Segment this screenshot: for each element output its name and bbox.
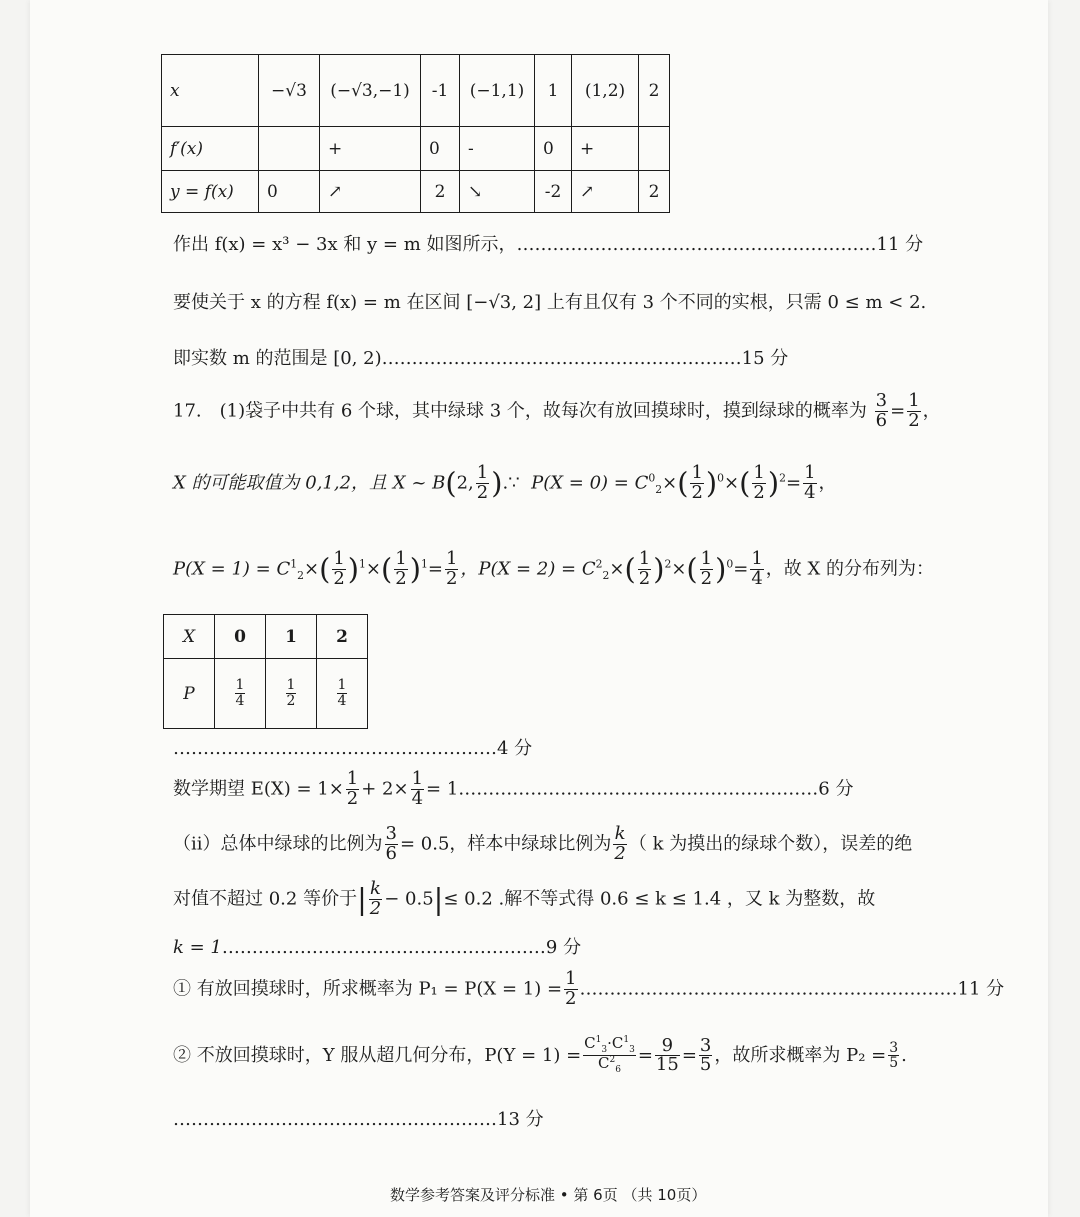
case-1-line: ① 有放回摸球时，所求概率为 P₁ = P(X = 1) = $\frac{1}{2}$ ………………………………………………………11 分 [173,968,1005,1009]
q17-probability-line: 17. (1)袋子中共有 6 个球，其中绿球 3 个，故每次有放回摸球时，摸到绿球的概率为 $\frac{3}{6}$ = $\frac{1}{2}$ ， [173,390,941,431]
cell-y-5: ↗ [572,171,639,213]
score-9: 9 分 [545,937,582,958]
dist-p-0: $\frac{1}{4}$ [215,659,266,729]
cell-fprime-6 [639,127,670,171]
cell-fprime-4: 0 [535,127,572,171]
cell-y-3: ↘ [460,171,535,213]
dist-header-1: 1 [266,615,317,659]
ii-text-a: （ii）总体中绿球的比例为 [173,833,383,855]
cell-fprime-label: f′(x) [162,127,259,171]
q17-px-line: $P(X = 1) = C^1_2\times$( $\frac{1}{2}$ )$^1$×( $\frac{1}{2}$ )$^1$= $\frac{1}{2}$ ，$P(X = 2) = C^2_2\times$( $\frac{1}{2}$ )$^2$×( $\frac{1}{2}$ )$^0$= $\frac{1}{4}$ ，故 X 的分布列为： [173,548,935,589]
expect-mid: + 2× [361,778,409,800]
q17-text-c: P(X = 0) = C [531,472,649,494]
fraction-1-2: $\frac{1}{2}$ [908,390,920,431]
q17-text-e: ，P(X = 2) = C [460,558,596,580]
cell-fprime-5: + [572,127,639,171]
monotonicity-table [161,54,670,213]
cell-col-5: (1,2) [572,55,639,127]
cell-fprime-1: + [320,127,421,171]
distribution-table [163,614,368,729]
cell-y-0: 0 [259,171,320,213]
dist-header-2: 2 [317,615,368,659]
cell-y-2: 2 [421,171,460,213]
fraction-3-6: $\frac{3}{6}$ [875,390,888,431]
cell-fprime-3: - [460,127,535,171]
score-line-13: ………………………………………………13 分 [173,1109,544,1130]
expect-label: 数学期望 E(X) = 1× [173,778,344,800]
ii-text-b: = 0.5，样本中绿球比例为 [399,833,612,855]
cell-col-3: (−1,1) [460,55,535,127]
q17-text-b: X 的可能取值为 0,1,2，且 X ~ B [173,472,446,494]
part-ii-line-1: （ii）总体中绿球的比例为 $\frac{3}{6}$ = 0.5，样本中绿球比例为 $\frac{k}{2}$ （ k 为摸出的绿球个数），误差的绝 [173,823,913,864]
line-condition: 要使关于 x 的方程 f(x) = m 在区间 [−√3, 2] 上有且仅有 3 个不同的实根，只需 0 ≤ m < 2. [173,292,927,313]
page-footer: 数学参考答案及评分标准 • 第 6页 （共 10页） [390,1186,707,1204]
dist-row-label: P [164,659,215,729]
score-11b: 11 分 [957,978,1005,1000]
cell-y-label: y = f(x) [162,171,259,213]
score-6: 6 分 [818,778,854,800]
ii-text-c: （ k 为摸出的绿球个数），误差的绝 [628,833,913,855]
case2-text: ② 不放回摸球时，Y 服从超几何分布，P(Y = 1) = [173,1044,582,1066]
cell-col-4: 1 [535,55,572,127]
cell-fprime-2: 0 [421,127,460,171]
score-15: 15 分 [741,348,789,369]
case-2-line: ② 不放回摸球时，Y 服从超几何分布，P(Y = 1) = $\frac{C^1_3\cdot C^1_3}{C^2_6}$ = $\frac{9}{15}$ = $\frac{3}{5}$ ，故所求概率为 P₂ = $\frac{3}{5}$ . [173,1034,907,1076]
part-ii-line-2: 对值不超过 0.2 等价于| $\frac{k}{2}$ − 0.5|≤ 0.2 .解不等式得 0.6 ≤ k ≤ 1.4 ，又 k 为整数，故 [173,878,876,919]
q17-text-a: 17. (1)袋子中共有 6 个球，其中绿球 3 个，故每次有放回摸球时，摸到绿球的概率为 [173,400,867,422]
cell-col-0: −√3 [259,55,320,127]
q17-distribution-line: X 的可能取值为 0,1,2，且 X ~ B(2, $\frac{1}{2}$ ).∵ $P(X = 0) = C^0_2\times$( $\frac{1}{2}$ )$^0$×( $\frac{1}{2}$ )$^2$= $\frac{1}{4}$ ， [173,462,837,503]
leader-dots: …………………………………………………… [381,348,742,369]
score-13: 13 分 [497,1109,544,1130]
cell-y-4: -2 [535,171,572,213]
ii-text-f: k = 1 [173,937,222,958]
cell-y-6: 2 [639,171,670,213]
score-4: 4 分 [497,738,533,759]
ii-text-d: 对值不超过 0.2 等价于 [173,888,358,910]
ii-text-e: ≤ 0.2 .解不等式得 0.6 ≤ k ≤ 1.4 ，又 k 为整数，故 [443,888,876,910]
document-page [30,0,1048,1217]
expectation-line: 数学期望 E(X) = 1× $\frac{1}{2}$ + 2× $\frac{1}{4}$ = 1……………………………………………………6 分 [173,768,854,809]
part-ii-line-3: k = 1………………………………………………9 分 [173,937,582,958]
cell-fprime-0 [259,127,320,171]
cell-col-2: -1 [421,55,460,127]
cell-y-1: ↗ [320,171,421,213]
case2-text-b: ，故所求概率为 P₂ = [714,1044,887,1066]
line-draw-graph-text: 作出 f(x) = x³ − 3x 和 y = m 如图所示， [173,234,517,255]
cell-col-6: 2 [639,55,670,127]
leader-dots: …………………………………………………… [516,234,877,255]
dist-header-x: X [164,615,215,659]
line-range [173,344,788,370]
q17-text-f: ，故 X 的分布列为： [765,558,935,580]
score-11: 11 分 [876,234,924,255]
cell-col-1: (−√3,−1) [320,55,421,127]
case1-text: ① 有放回摸球时，所求概率为 P₁ = P(X = 1) = [173,978,563,1000]
q17-text-d: P(X = 1) = C [173,558,291,580]
dist-p-1: $\frac{1}{2}$ [266,659,317,729]
line-draw-graph [173,230,923,256]
score-line-4: ………………………………………………4 分 [173,738,533,759]
cell-header-x: x [162,55,259,127]
line-range-text: 即实数 m 的范围是 [0, 2) [173,348,382,369]
expect-end: = 1 [426,778,459,800]
dist-header-0: 0 [215,615,266,659]
dist-p-2: $\frac{1}{4}$ [317,659,368,729]
